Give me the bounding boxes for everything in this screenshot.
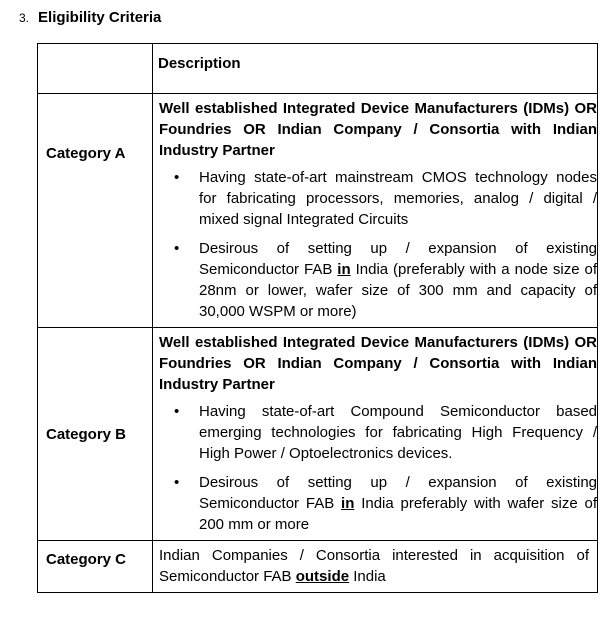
list-item <box>159 238 597 322</box>
bullet-icon: • <box>174 474 180 491</box>
category-b-lead: Well established Integrated Device Manufacturers (IDMs) OR Foundries OR Indian Company / Consortia with Indian Industry Partner <box>159 334 597 393</box>
list-item <box>159 167 597 230</box>
category-a-label: Category A <box>38 94 153 328</box>
eligibility-table <box>37 43 598 593</box>
category-a-description <box>153 94 598 328</box>
emphasis-in: in <box>337 261 351 278</box>
bullet-text-post: India (preferably with a node size of 28nm or lower, wafer size of 300 mm and capacity of 30,000 WSPM or more) <box>199 261 598 320</box>
category-b-label: Category B <box>38 328 153 541</box>
section-heading <box>19 8 161 28</box>
bullet-icon: • <box>174 169 180 186</box>
header-description: Description <box>153 44 598 94</box>
table-row-category-b <box>38 328 598 541</box>
header-empty-cell <box>38 44 153 94</box>
category-b-description <box>153 328 598 541</box>
category-c-description <box>153 541 598 593</box>
table-header-row <box>38 44 598 94</box>
bullet-text: Having state-of-art Compound Semiconductor based emerging technologies for fabricating High Frequency / High Power / Optoelectronics devices. <box>199 403 597 462</box>
table-row-category-c <box>38 541 598 593</box>
bullet-text: Having state-of-art mainstream CMOS technology nodes for fabricating processors, memories, analog / digital / mixed signal Integrated Circuits <box>199 169 597 228</box>
bullet-text-pre: Desirous of setting up / expansion of existing Semiconductor FAB <box>199 240 597 278</box>
category-c-label: Category C <box>38 541 153 593</box>
section-number: 3. <box>19 11 30 25</box>
category-b-bullets <box>159 401 597 535</box>
list-item <box>159 472 597 535</box>
category-a-bullets <box>159 167 597 322</box>
bullet-text-pre: Desirous of setting up / expansion of existing Semiconductor FAB <box>199 474 597 512</box>
category-c-text <box>159 545 597 587</box>
emphasis-in: in <box>341 495 355 512</box>
bullet-icon: • <box>174 403 180 420</box>
category-c-text-post: India <box>353 568 386 585</box>
table-row-category-a <box>38 94 598 328</box>
section-title: Eligibility Criteria <box>38 9 162 26</box>
bullet-icon: • <box>174 240 180 257</box>
category-a-lead: Well established Integrated Device Manufacturers (IDMs) OR Foundries OR Indian Company / Consortia with Indian Industry Partner <box>159 100 597 159</box>
emphasis-outside: outside <box>295 568 350 585</box>
category-c-text-pre: Indian Companies / Consortia interested in acquisition of Semiconductor FAB <box>159 547 589 585</box>
bullet-text-post: India preferably with wafer size of 200 mm or more <box>199 495 598 533</box>
list-item <box>159 401 597 464</box>
